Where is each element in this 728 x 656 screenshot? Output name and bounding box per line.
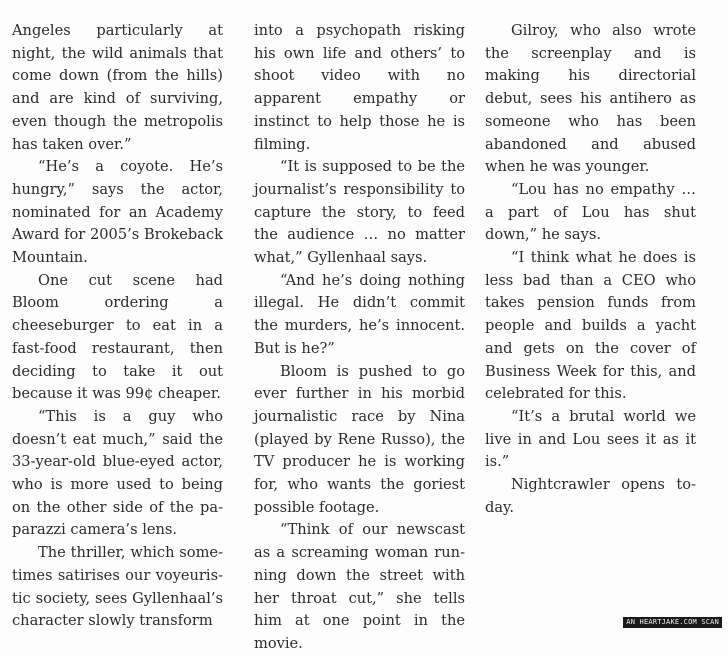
scan-watermark: AN HEARTJAKE.COM SCAN [623,617,722,628]
article-column-3 [485,20,696,519]
paragraph: “It is supposed to be the journalist’s responsibility to capture the story, to feed the audience … no matter what,” Gyllenhaal says. [254,158,465,267]
paragraph: “Lou has no empathy … a part of Lou has shut down,” he says. [485,180,696,244]
article-column-1 [12,20,223,633]
paragraph: Nightcrawler opens today. [485,476,696,516]
paragraph: The thriller, which sometimes satirises our voyeuristic society, sees Gyllenhaal’s character slowly transform [12,544,223,630]
paragraph: Bloom is pushed to go ever further in his morbid journalistic race by Nina (played by Rene Russo), the TV producer he is working for, who wants the goriest possible footage. [254,362,465,516]
paragraph: “And he’s doing nothing illegal. He didn’t commit the murders, he’s innocent. But is he?” [254,271,465,357]
paragraph: “This is a guy who doesn’t eat much,” said the 33-year-old blue-eyed actor, who is more used to being on the other side of the paparazzi camera’s lens. [12,407,223,539]
paragraph: “It’s a brutal world we live in and Lou sees it as it is.” [485,407,696,471]
paragraph: into a psychopath risking his own life and others’ to shoot video with no apparent empathy or instinct to help those he is filming. [254,22,465,153]
paragraph: “I think what he does is less bad than a CEO who takes pension funds from people and builds a yacht and gets on the cover of Business Week for this, and celebrated for this. [485,249,696,403]
article-column-2 [254,20,465,656]
paragraph: One cut scene had Bloom ordering a cheeseburger to eat in a fast-food restaurant, then deciding to take it out because it was 99¢ cheaper. [12,271,223,403]
paragraph: Angeles particularly at night, the wild animals that come down (from the hills) and are kind of surviving, even though the metropolis has taken over.” [12,22,223,153]
paragraph: “He’s a coyote. He’s hungry,” says the actor, nominated for an Academy Award for 2005’s Brokeback Mountain. [12,158,223,267]
paragraph: “Think of our newscast as a screaming woman running down the street with her throat cut,” she tells him at one point in the movie. [254,521,465,652]
paragraph: Gilroy, who also wrote the screenplay and is making his directorial debut, sees his antihero as someone who has been abandoned and abused when he was younger. [485,22,696,176]
